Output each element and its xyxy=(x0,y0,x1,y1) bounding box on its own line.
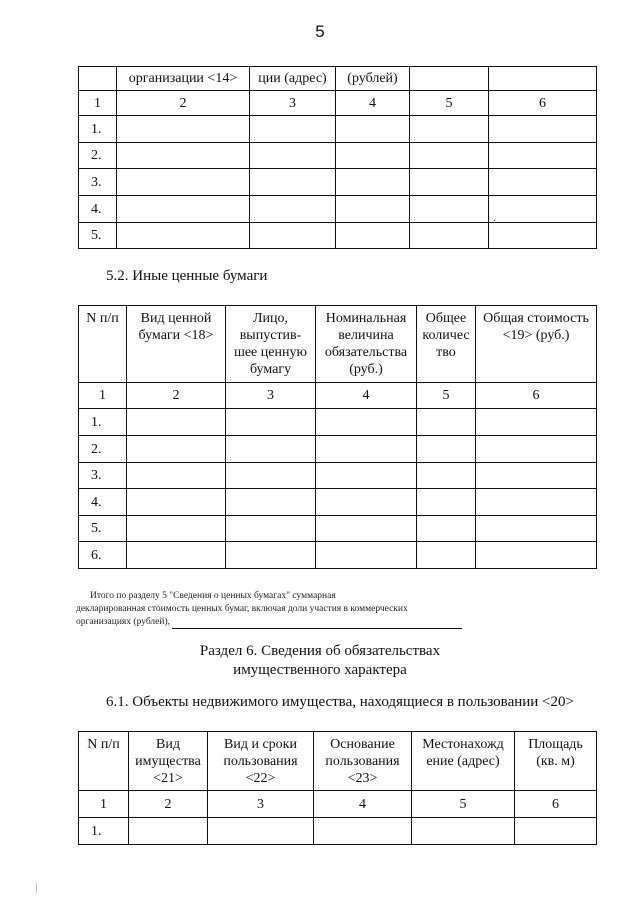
table-cell[interactable] xyxy=(226,409,316,436)
table-row xyxy=(79,489,597,516)
table-cell[interactable] xyxy=(417,409,476,436)
column-number: 2 xyxy=(117,91,250,116)
other-securities-table xyxy=(78,305,597,569)
table-cell[interactable] xyxy=(515,818,597,845)
table-row xyxy=(79,463,597,489)
header-cell: организации <14> xyxy=(117,67,250,91)
table-cell[interactable] xyxy=(489,196,597,223)
table-cell[interactable] xyxy=(314,818,412,845)
table-row xyxy=(79,196,597,223)
column-number: 6 xyxy=(489,91,597,116)
table-cell[interactable] xyxy=(316,516,417,542)
table-row xyxy=(79,116,597,143)
header-cell xyxy=(410,67,489,91)
table-cell[interactable] xyxy=(417,542,476,569)
column-number: 5 xyxy=(417,383,476,409)
table-cell[interactable] xyxy=(226,436,316,463)
table-cell[interactable] xyxy=(336,169,410,196)
table-cell[interactable] xyxy=(226,542,316,569)
table-cell[interactable] xyxy=(410,196,489,223)
table-cell[interactable] xyxy=(117,116,250,143)
table-cell[interactable] xyxy=(417,463,476,489)
header-cell xyxy=(489,67,597,91)
column-number-row xyxy=(79,383,597,409)
column-number: 3 xyxy=(226,383,316,409)
table-row xyxy=(79,409,597,436)
row-number: 4. xyxy=(79,196,117,223)
column-number-row xyxy=(79,791,597,818)
table-cell[interactable] xyxy=(412,818,515,845)
column-number: 2 xyxy=(127,383,226,409)
column-number: 1 xyxy=(79,791,129,818)
header-cell: (рублей) xyxy=(336,67,410,91)
table-cell[interactable] xyxy=(117,143,250,169)
table-cell[interactable] xyxy=(117,223,250,249)
row-number: 4. xyxy=(79,489,127,516)
table-cell[interactable] xyxy=(127,436,226,463)
table-cell[interactable] xyxy=(476,463,597,489)
table-cell[interactable] xyxy=(127,516,226,542)
table-row xyxy=(79,436,597,463)
row-number: 1. xyxy=(79,818,129,845)
table-cell[interactable] xyxy=(316,436,417,463)
header-cell: Лицо, выпустив- шее ценную бумагу xyxy=(226,306,316,383)
column-number: 6 xyxy=(476,383,597,409)
page-number: 5 xyxy=(315,22,325,41)
header-cell: Общая стоимость <19> (руб.) xyxy=(476,306,597,383)
table-cell[interactable] xyxy=(417,436,476,463)
row-number: 1. xyxy=(79,116,117,143)
table-cell[interactable] xyxy=(316,542,417,569)
table-cell[interactable] xyxy=(489,169,597,196)
table-cell[interactable] xyxy=(117,196,250,223)
header-cell: Площадь (кв. м) xyxy=(515,732,597,791)
table-cell[interactable] xyxy=(117,169,250,196)
table-cell[interactable] xyxy=(208,818,314,845)
row-number: 3. xyxy=(79,169,117,196)
table-cell[interactable] xyxy=(489,143,597,169)
row-number: 6. xyxy=(79,542,127,569)
table-cell[interactable] xyxy=(127,409,226,436)
table-cell[interactable] xyxy=(127,489,226,516)
row-number: 2. xyxy=(79,436,127,463)
section-6-title-line: Раздел 6. Сведения об обязательствах xyxy=(199,643,441,659)
section-6-title xyxy=(0,642,640,680)
row-number: 5. xyxy=(79,223,117,249)
section-total-note xyxy=(76,590,496,629)
table-cell[interactable] xyxy=(336,196,410,223)
table-cell[interactable] xyxy=(410,143,489,169)
row-number: 1. xyxy=(79,409,127,436)
table-row xyxy=(79,143,597,169)
table-cell[interactable] xyxy=(226,463,316,489)
column-number: 2 xyxy=(129,791,208,818)
table-cell[interactable] xyxy=(226,489,316,516)
header-cell: Вид ценной бумаги <18> xyxy=(127,306,226,383)
column-number: 1 xyxy=(79,91,117,116)
header-cell: N п/п xyxy=(79,732,129,791)
row-number: 3. xyxy=(79,463,127,489)
table-cell[interactable] xyxy=(316,463,417,489)
table-cell[interactable] xyxy=(336,116,410,143)
table-cell[interactable] xyxy=(410,116,489,143)
header-cell: Вид и сроки пользования <22> xyxy=(208,732,314,791)
table-cell[interactable] xyxy=(417,516,476,542)
header-cell: Вид имущества <21> xyxy=(129,732,208,791)
table-row xyxy=(79,818,597,845)
table-cell[interactable] xyxy=(489,116,597,143)
table-header-row xyxy=(79,67,597,91)
note-line: Итого по разделу 5 "Сведения о ценных бумагах" суммарная xyxy=(90,591,336,601)
table-cell[interactable] xyxy=(250,223,336,249)
column-number: 3 xyxy=(208,791,314,818)
table-cell[interactable] xyxy=(316,409,417,436)
table-cell[interactable] xyxy=(336,223,410,249)
row-number: 5. xyxy=(79,516,127,542)
column-number: 5 xyxy=(410,91,489,116)
table-cell[interactable] xyxy=(410,223,489,249)
table-header-row xyxy=(79,732,597,791)
header-cell: Основание пользования <23> xyxy=(314,732,412,791)
table-cell[interactable] xyxy=(316,489,417,516)
table-cell[interactable] xyxy=(250,116,336,143)
row-number: 2. xyxy=(79,143,117,169)
table-cell[interactable] xyxy=(489,223,597,249)
table-cell[interactable] xyxy=(250,169,336,196)
header-cell: Местонахожд ение (адрес) xyxy=(412,732,515,791)
table-cell[interactable] xyxy=(476,436,597,463)
table-cell[interactable] xyxy=(417,489,476,516)
table-row xyxy=(79,223,597,249)
table-cell[interactable] xyxy=(250,143,336,169)
table-cell[interactable] xyxy=(476,516,597,542)
table-cell[interactable] xyxy=(336,143,410,169)
table-row xyxy=(79,542,597,569)
table-cell[interactable] xyxy=(127,542,226,569)
securities-table-continued xyxy=(78,66,597,249)
column-number: 4 xyxy=(314,791,412,818)
table-row xyxy=(79,169,597,196)
header-cell: Общее количес тво xyxy=(417,306,476,383)
note-line-with-blank xyxy=(76,616,496,629)
column-number-row xyxy=(79,91,597,116)
note-line: организациях (рублей), xyxy=(76,617,171,627)
header-cell: Номинальная величина обязательства (руб.) xyxy=(316,306,417,383)
table-cell[interactable] xyxy=(410,169,489,196)
column-number: 1 xyxy=(79,383,127,409)
section-6-1-title: 6.1. Объекты недвижимого имущества, находящиеся в пользовании <20> xyxy=(106,694,574,710)
real-estate-in-use-table xyxy=(78,731,597,845)
table-cell[interactable] xyxy=(127,463,226,489)
section-5-2-title: 5.2. Иные ценные бумаги xyxy=(106,268,268,284)
column-number: 4 xyxy=(316,383,417,409)
stray-mark: . xyxy=(493,210,496,224)
column-number: 4 xyxy=(336,91,410,116)
header-cell xyxy=(79,67,117,91)
note-line: декларированная стоимость ценных бумаг, включая доли участия в коммерческих xyxy=(76,604,408,614)
header-cell: ции (адрес) xyxy=(250,67,336,91)
table-cell[interactable] xyxy=(476,409,597,436)
table-row xyxy=(79,516,597,542)
table-cell[interactable] xyxy=(250,196,336,223)
total-value-blank[interactable] xyxy=(172,618,462,629)
column-number: 6 xyxy=(515,791,597,818)
table-cell[interactable] xyxy=(129,818,208,845)
table-cell[interactable] xyxy=(476,542,597,569)
column-number: 5 xyxy=(412,791,515,818)
section-6-title-line: имущественного характера xyxy=(233,662,407,678)
table-cell[interactable] xyxy=(226,516,316,542)
scan-margin-mark xyxy=(36,883,37,893)
column-number: 3 xyxy=(250,91,336,116)
table-cell[interactable] xyxy=(476,489,597,516)
table-header-row xyxy=(79,306,597,383)
header-cell: N п/п xyxy=(79,306,127,383)
